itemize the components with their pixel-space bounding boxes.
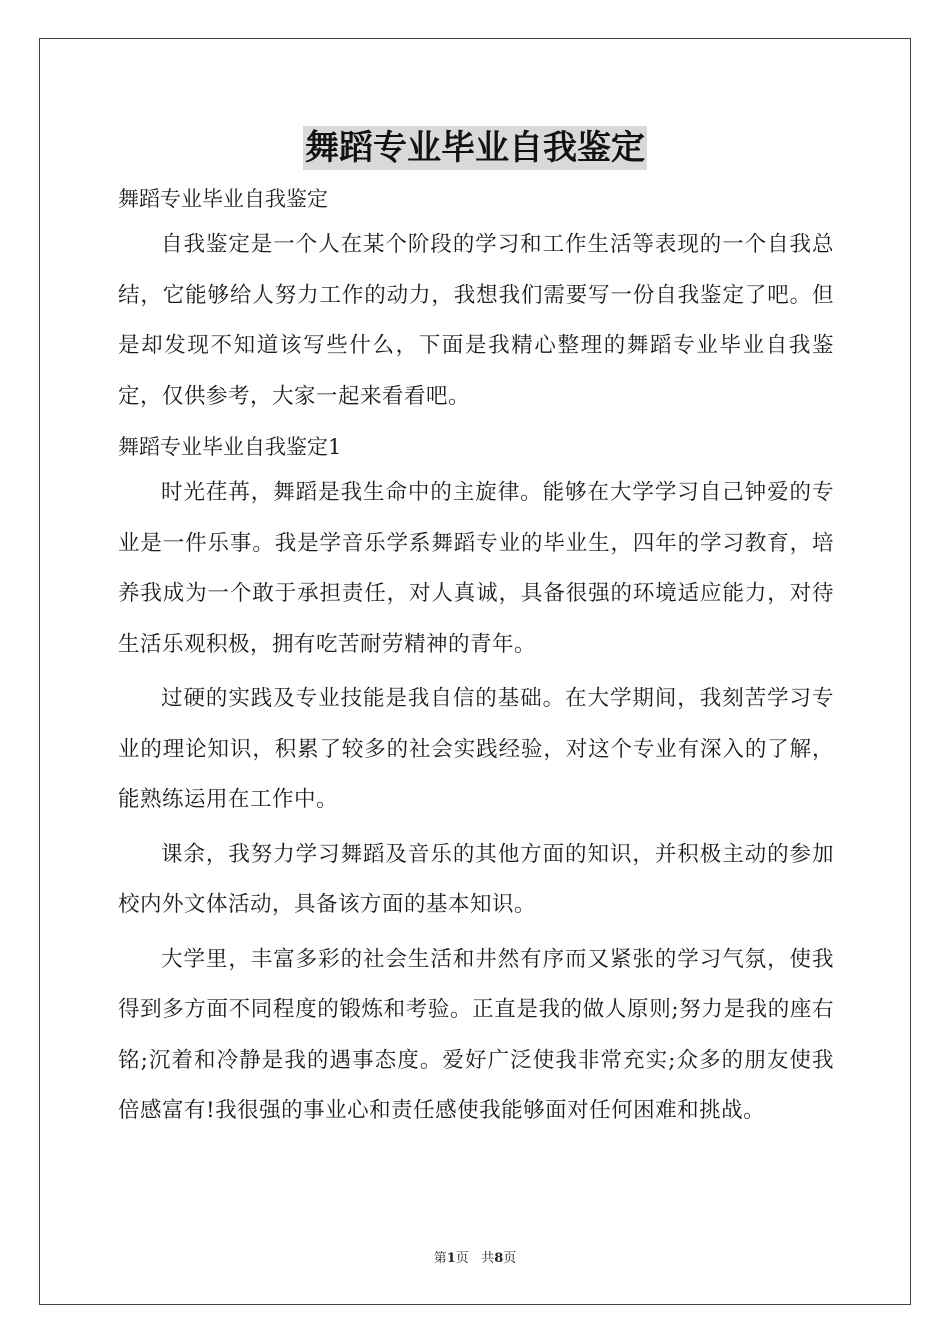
- title-container: [0, 126, 950, 170]
- page-prefix: 第: [433, 1251, 447, 1266]
- document-subtitle: 舞蹈专业毕业自我鉴定: [118, 187, 328, 211]
- page-suffix: 页: [455, 1251, 469, 1266]
- intro-paragraph: 自我鉴定是一个人在某个阶段的学习和工作生活等表现的一个自我总结，它能够给人努力工作的动力，我想我们需要写一份自我鉴定了吧。但是却发现不知道该写些什么，下面是我精心整理的舞蹈专业毕业自我鉴定，仅供参考，大家一起来看看吧。: [118, 232, 834, 409]
- section-heading: 舞蹈专业毕业自我鉴定1: [118, 435, 342, 459]
- document-body: [118, 178, 834, 1141]
- body-paragraph-4: 大学里，丰富多彩的社会生活和井然有序而又紧张的学习气氛，使我得到多方面不同程度的锻炼和考验。正直是我的做人原则;努力是我的座右铭;沉着和冷静是我的遇事态度。爱好广泛使我非常充实;众多的朋友使我倍感富有!我很强的事业心和责任感使我能够面对任何困难和挑战。: [118, 946, 834, 1123]
- total-suffix: 页: [503, 1251, 517, 1266]
- body-paragraph-3: 课余，我努力学习舞蹈及音乐的其他方面的知识，并积极主动的参加校内外文体活动，具备该方面的基本知识。: [118, 841, 834, 917]
- page-total: 8: [494, 1251, 504, 1266]
- body-paragraph-2: 过硬的实践及专业技能是我自信的基础。在大学期间，我刻苦学习专业的理论知识，积累了较多的社会实践经验，对这个专业有深入的了解，能熟练运用在工作中。: [118, 686, 834, 812]
- page-current: 1: [446, 1251, 456, 1266]
- page-footer: [0, 1247, 950, 1266]
- document-title: 舞蹈专业毕业自我鉴定: [305, 128, 645, 168]
- body-paragraph-1: 时光荏苒，舞蹈是我生命中的主旋律。能够在大学学习自己钟爱的专业是一件乐事。我是学音乐学系舞蹈专业的毕业生，四年的学习教育，培养我成为一个敢于承担责任，对人真诚，具备很强的环境适应能力，对待生活乐观积极，拥有吃苦耐劳精神的青年。: [118, 480, 834, 657]
- total-prefix: 共: [481, 1251, 495, 1266]
